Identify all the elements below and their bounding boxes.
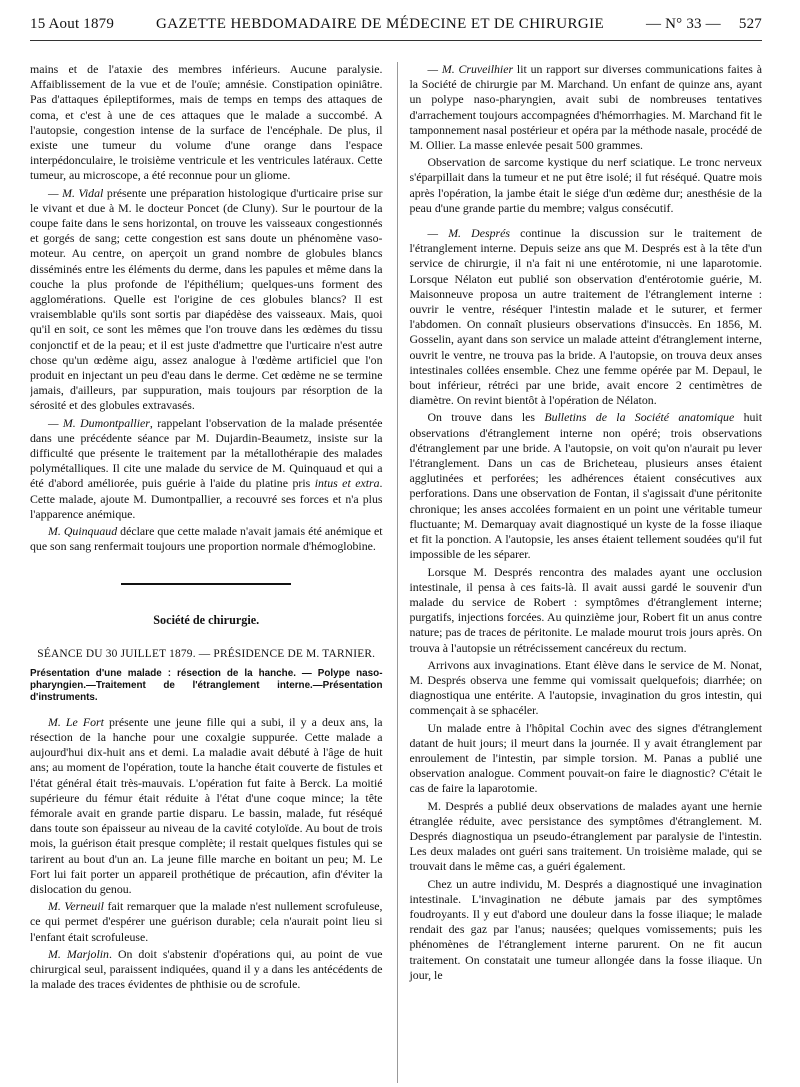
section-heading: Société de chirurgie. xyxy=(153,612,260,627)
paragraph: Lorsque M. Després rencontra des malades ayant une occlusion intestinale, il pensa à ces faits-là. Il avait aussi gardé le souvenir d'un malade du service de Robert : symptômes d'étranglement interne; purgatifs, injections forcées. Au quinzième jour, Robert fit un anus contre nature; pas de traces de péritonite. Le malade mourut trois jours après. On trouva à l'autopsie un rétrécissement cancéreux du rectum. xyxy=(409,564,762,655)
paragraph-text: . Cette malade, ajoute M. Dumontpallier, a recouvré ses forces et n'a plus l'apparence anémique. xyxy=(30,476,383,521)
paragraph-text: présente une jeune fille qui a subi, il y a deux ans, la résection de la hanche pour une coxalgie suppurée. Cette malade a aujourd'hui dix-huit ans et demi. La maladie avait débuté à l'âge de huit ans; au moment de l'opération, toute la hanche était couverte de fistules et l'état général était très-mauvais. L'opération fut faite à Berck. La moitié supérieure du fémur était réduite à l'état d'une coque mince; la tête fémorale avait en grande partie disparu. Le bassin, malade, fut réséqué dans toute son épaisseur au niveau de la cavité cotyloïde. Au bout de trois mois, la guérison était presque complète; il restait quelques fistules qui se tarirent au bout d'un an. La jeune fille marche en boitant un peu; M. Le Fort lui fait porter un appareil prothétique de précaution, afin d'éviter la dislocation du genou. xyxy=(30,714,383,896)
paragraph-text: continue la discussion sur le traitement de l'étranglement interne. Depuis seize ans que M. Després est à la tête d'un service de chirurgie, il n'a fait ni une entérotomie, ni une laparotomie. Lorsque Nélaton eut publié son observation d'entérotomie guérie, M. Maisonneuve proposa un autre traitement de l'étranglement interne : ouvrir le ventre, réséquer l'intestin malade et le suturer, et fermer l'abdomen. On connaît plusieurs observations d'insuccès. En 1856, M. Gosselin, ayant dans son service un malade atteint d'étranglement interne, ouvrit le ventre, ne trouva pas la bride. A l'autopsie, on trouva deux anses intestinales collées ensemble. Chez une femme opérée par M. Depaul, le bout inférieur, rétréci par une bride, avait encore 2 centimètres de diamètre. On revint bientôt à l'opération de Nélaton. xyxy=(409,226,762,408)
paragraph: Arrivons aux invaginations. Etant élève dans le service de M. Nonat, M. Després observa une femme qui vomissait quelquefois; diarrhée; on diagnostiqua une entérite. A l'autopsie, invagination du gros intestin, qui commençait à se sphacéler. xyxy=(409,657,762,718)
paragraph: Un malade entre à l'hôpital Cochin avec des signes d'étranglement datant de huit jours; il meurt dans la journée. Il y avait étranglement par enroulement de l'intestin, par simple torsion. M. Panas a publié une observation analogue. Comment pouvait-on faire le diagnostic? C'était le cas de faire la laparotomie. xyxy=(409,720,762,796)
paragraph-text: huit observations d'étranglement interne non opéré; trois observations d'étranglement par une bride. A l'autopsie, on voit qu'on n'aurait pu lever l'étranglement. Dans un cas de Bricheteau, plusieurs anses étaient agglutinées et perforées; les adhérences étaient consécutives aux perforations. Dans une observation de Fontan, il s'agissait d'une péritonite chronique; les anses accolées formaient en un point une véritable tumeur fluctuante; M. Demarquay avait diagnostiqué un kyste de la fosse iliaque et fit la ponction. A l'autopsie, les anses étaient tellement soudées qu'il fut impossible de les séparer. xyxy=(409,410,762,562)
session-line: SÉANCE DU 30 JUILLET 1879. — PRÉSIDENCE DE M. TARNIER. xyxy=(37,647,376,660)
right-column xyxy=(397,62,763,1083)
paragraph-text: . On doit s'abstenir d'opérations qui, au point de vue chirurgical seul, paraissent indiquées, quand il y a dans les antécédents de la malade des traces évidentes de phthisie ou de scrofule. xyxy=(30,946,383,992)
paragraph-text: fait remarquer que la malade n'est nullement scrofuleuse, ce qui permet d'espérer une guérison durable; cela n'aurait point lieu si l'enfant était scrofuleuse. xyxy=(30,899,383,944)
speaker-name: — M. Cruveilhier xyxy=(427,62,514,76)
paragraph xyxy=(30,947,383,993)
paragraph: M. Després a publié deux observations de malades ayant une hernie étranglée réduite, avec persistance des symptômes d'étranglement. M. Després diagnostiqua un pseudo-étranglement par paralysie de l'intestin. Les deux malades ont guéri sans traitement. Un troisième malade, qui se trouvait dans le même cas, a guéri également. xyxy=(409,798,762,874)
paragraph xyxy=(30,524,383,554)
speaker-name: M. Marjolin xyxy=(48,946,109,961)
paragraph: Observation de sarcome kystique du nerf sciatique. Le tronc nerveux s'éparpillait dans la tumeur et ne put être isolé; il fut réséqué. Quatre mois après l'opération, la jambe était le siége d'un œdème dur; anesthésie de la peau d'une grande partie du membre; valgus consécutif. xyxy=(409,155,762,215)
paragraph-text: lit un rapport sur diverses communications faites à la Société de chirurgie par M. Marchand. Un enfant de quinze ans, ayant un polype naso-pharyngien, avait subi de nombreuses tentatives d'arrachement toujours accompagnées d'hémorrhagies. M. Marchand fit le tamponnement nasal postérieur et opéra par la méthode nasale, procédé de M. Ollier. La masse enlevée pesait 500 grammes. xyxy=(409,62,762,153)
paragraph xyxy=(410,410,763,562)
section-divider xyxy=(121,583,291,585)
italic-phrase: intus et extra xyxy=(314,476,380,491)
paragraph: mains et de l'ataxie des membres inférieurs. Aucune paralysie. Affaiblissement de la vue et de l'ouïe; amnésie. Constipation opiniâtre. Pas d'attaques épileptiformes, mais de temps en temps des attaques de coma, et c'est à une de ces attaques que le malade a succombé. A l'autopsie, congestion intense de la surface de l'encéphale. De plus, il existe une tumeur du volume d'une orange dans l'espace interpédonculaire, le troisième ventricule et les ventricules latéraux. Cette tumeur, au microscope, a été reconnue pour un gliome. xyxy=(30,62,383,183)
text-columns xyxy=(30,62,762,1083)
left-column xyxy=(30,62,383,1083)
paragraph xyxy=(30,715,383,897)
paragraph-text: déclare que cette malade n'avait jamais été anémique et que son sang renfermait toujours une proportion normale d'hémoglobine. xyxy=(30,524,383,554)
speaker-name: — M. Després xyxy=(427,226,510,241)
header-right xyxy=(646,16,762,33)
paragraph xyxy=(410,62,763,153)
speaker-name: M. Le Fort xyxy=(48,714,104,729)
paragraph-text: On trouve dans les xyxy=(427,410,545,425)
speaker-name: M. Quinquaud xyxy=(48,524,118,539)
issue-date: 15 Aout 1879 xyxy=(30,15,115,32)
paragraph-text: présente une préparation histologique d'urticaire prise sur le vivant et due à M. le docteur Poncet (de Cluny). Sur le pourtour de la coupe faite dans le sens horizontal, on trouve les vaisseaux congestionnés et gorgés de sang; cette congestion est sans doute un phénomène vaso-moteur. Au centre, on aperçoit un grand nombre de globules blancs disséminés entre les éléments du derme, dans les papules et même dans la couche la plus profonde de l'épithélium; quelques-uns forment des agglomérations. Quelle est l'origine de ces globules blancs? Il est vraisemblable qu'ils sont sortis par diapédèse des vaisseaux. Mais, quoi qu'il en soit, ce sont les mêmes que l'on trouve dans les œdèmes du tissu conjonctif et de la peau; et il est juste d'admettre que l'urticaire n'est autre chose qu'un œdème aigu, assez analogue à l'œdème artificiel que l'on produit en injectant un peu d'eau dans le derme. Cet œdème ne se termine jamais, d'ailleurs, par suppuration, mais toujours par résorption de la sérosité et des globules extravasés. xyxy=(30,185,383,413)
page-number: 527 xyxy=(738,15,762,32)
running-header xyxy=(30,8,762,41)
paragraph: Chez un autre individu, M. Després a diagnostiqué une invagination intestinale. L'invagination ne débute jamais par des symptômes foudroyants. Il y eut d'abord une douleur dans la fosse iliaque; le malade rendait des gaz par l'anus; nausées; quelques vomissements; puis les phénomènes de l'étranglement interne parurent. On ne fit aucun traitement. On constatait une tumeur allongée dans la fosse iliaque. Un jour, le xyxy=(409,876,762,982)
paragraph xyxy=(30,899,383,945)
session-summary: Présentation d'une malade : résection de la hanche. — Polype naso-pharyngien.—Traitement de l'étranglement interne.—Présentation d'instruments. xyxy=(30,667,383,704)
speaker-name: — M. Dumontpallier xyxy=(48,415,150,430)
speaker-name: M. Verneuil xyxy=(48,899,104,914)
journal-title: GAZETTE HEBDOMADAIRE DE MÉDECINE ET DE CHIRURGIE xyxy=(156,15,605,32)
italic-phrase: Bulletins de la Société anatomique xyxy=(544,410,735,425)
issue-number: — N° 33 — xyxy=(646,15,721,32)
paragraph xyxy=(410,226,763,408)
paragraph xyxy=(30,186,383,414)
paragraph xyxy=(30,416,383,522)
speaker-name: — M. Vidal xyxy=(48,185,104,200)
paragraph-text: , rappelant l'observation de la malade présentée dans une précédente séance par M. Dujardin-Beaumetz, insiste sur la difficulté que présente le traitement par la métallothérapie des malades polymétalliques. Il cite une malade du service de M. Quinquaud et qui a été d'abord améliorée, puis guérie à l'aide du platine pris xyxy=(30,415,383,491)
